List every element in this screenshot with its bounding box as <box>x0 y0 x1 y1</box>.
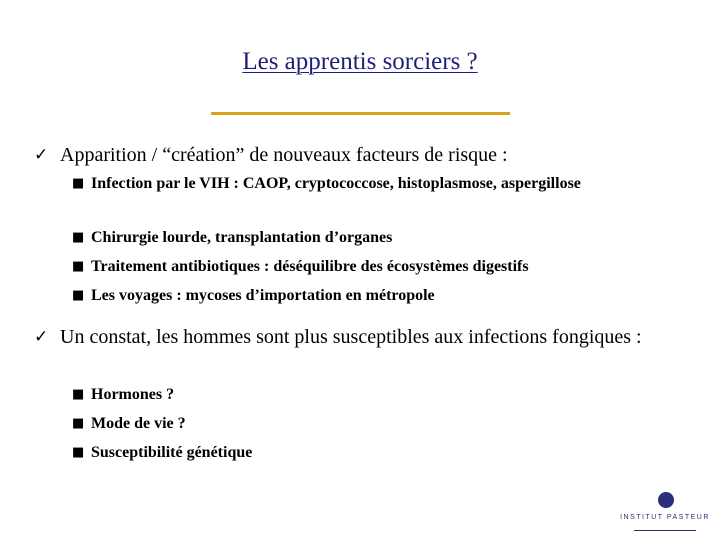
subitem-1-2 <box>72 228 672 248</box>
subitem-2-1 <box>72 385 672 405</box>
subitem-2-3 <box>72 443 672 463</box>
square-bullet-icon: ■ <box>72 387 85 402</box>
subitem-text: Hormones ? <box>91 386 175 403</box>
bullet-1-text: Apparition / “création” de nouveaux facteurs de risque : <box>60 144 508 166</box>
subitem-text: Susceptibilité génétique <box>91 444 253 461</box>
logo-text: INSTITUT PASTEUR <box>620 514 710 521</box>
institut-pasteur-logo <box>618 492 712 534</box>
subitem-text: Traitement antibiotiques : déséquilibre des écosystèmes digestifs <box>91 258 529 275</box>
square-bullet-icon: ■ <box>72 259 85 274</box>
subitem-1-1 <box>72 174 672 194</box>
logo-underline <box>634 530 696 531</box>
square-bullet-icon: ■ <box>72 230 85 245</box>
check-icon: ✓ <box>34 327 49 347</box>
subitem-text: Infection par le VIH : CAOP, cryptococcose, histoplasmose, aspergillose <box>91 175 581 192</box>
bullet-1 <box>34 143 694 167</box>
title-underline-rule <box>211 112 510 115</box>
subitem-2-2 <box>72 414 672 434</box>
subitem-text: Les voyages : mycoses d’importation en métropole <box>91 287 435 304</box>
subitem-1-4 <box>72 286 672 306</box>
bullet-2 <box>34 325 694 349</box>
subitem-text: Mode de vie ? <box>91 415 186 432</box>
pasteur-emblem-icon <box>658 492 674 508</box>
square-bullet-icon: ■ <box>72 445 85 460</box>
subitem-text: Chirurgie lourde, transplantation d’organes <box>91 229 393 246</box>
check-icon: ✓ <box>34 145 49 165</box>
page-title: Les apprentis sorciers ? <box>242 48 478 75</box>
bullet-2-text: Un constat, les hommes sont plus susceptibles aux infections fongiques : <box>60 326 642 348</box>
square-bullet-icon: ■ <box>72 288 85 303</box>
square-bullet-icon: ■ <box>72 176 85 191</box>
subitem-1-3 <box>72 257 672 277</box>
square-bullet-icon: ■ <box>72 416 85 431</box>
